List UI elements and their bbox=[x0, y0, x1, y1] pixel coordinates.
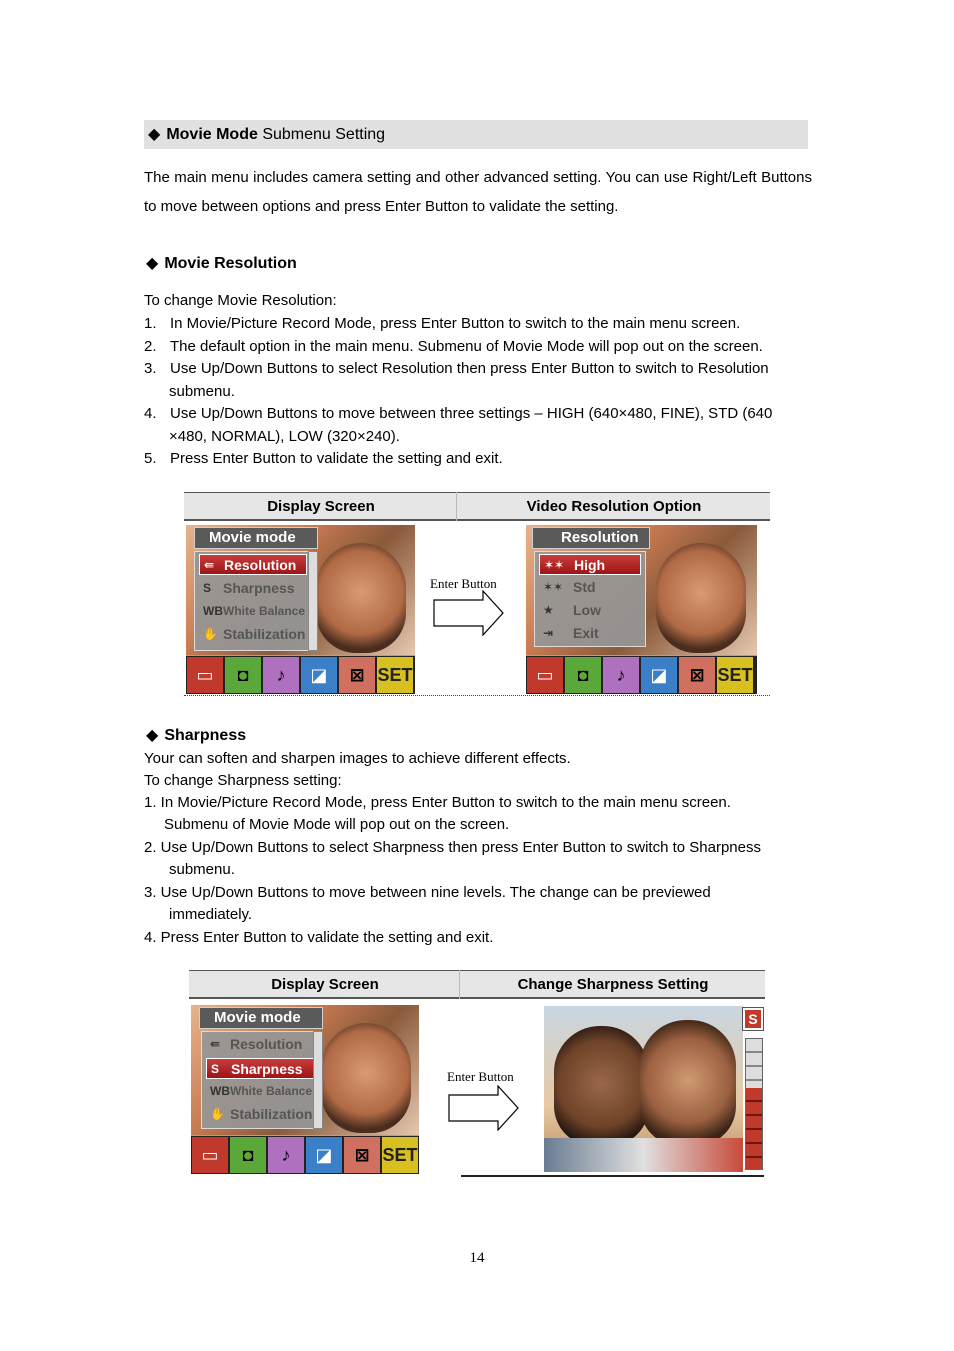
resolution-icon: ⇚ bbox=[210, 1037, 221, 1051]
std-quality-icon: ✶✶ bbox=[543, 580, 564, 594]
menu-item-sharpness[interactable]: S Sharpness bbox=[199, 578, 307, 599]
microphone-icon[interactable]: ♪ bbox=[602, 656, 640, 694]
menu-panel bbox=[201, 1031, 319, 1129]
microphone-icon[interactable]: ♪ bbox=[262, 656, 300, 694]
effect-icon[interactable]: ⊠ bbox=[678, 656, 716, 694]
movie-resolution-heading: ◆ Movie Resolution bbox=[146, 255, 297, 272]
resolution-step-3-cont: submenu. bbox=[169, 383, 235, 400]
diamond-bullet-icon: ◆ bbox=[148, 126, 161, 143]
sharpness-preview-photo bbox=[544, 1006, 743, 1172]
microphone-icon[interactable]: ♪ bbox=[267, 1136, 305, 1174]
sharpness-line-1: Your can soften and sharpen images to achieve different effects. bbox=[144, 750, 571, 767]
submenu-panel bbox=[534, 551, 646, 647]
right-arrow-icon bbox=[448, 1085, 520, 1131]
exposure-icon[interactable]: ◪ bbox=[640, 656, 678, 694]
sharpness-icon: S bbox=[203, 581, 212, 595]
col-video-resolution-option: Video Resolution Option bbox=[526, 498, 702, 515]
sharpness-step-1-cont: Submenu of Movie Mode will pop out on the screen. bbox=[164, 816, 510, 833]
resolution-screen bbox=[526, 525, 757, 694]
exposure-icon[interactable]: ◪ bbox=[305, 1136, 343, 1174]
sharpness-line-2: To change Sharpness setting: bbox=[144, 772, 342, 789]
sharpness-step-2-cont: submenu. bbox=[169, 861, 235, 878]
movie-mode-icon[interactable]: ▭ bbox=[191, 1136, 229, 1174]
effect-icon[interactable]: ⊠ bbox=[338, 656, 376, 694]
page-number: 14 bbox=[469, 1250, 485, 1266]
col-display-screen: Display Screen bbox=[267, 498, 375, 515]
camera-icon[interactable]: ◘ bbox=[229, 1136, 267, 1174]
diamond-bullet-icon: ◆ bbox=[146, 727, 159, 744]
menu-item-stabilization[interactable]: ✋ Stabilization bbox=[206, 1104, 314, 1125]
menu-scrollbar[interactable] bbox=[308, 551, 318, 651]
resolution-table-header bbox=[184, 492, 770, 521]
option-low[interactable]: ★ Low bbox=[539, 600, 641, 621]
resolution-step-1: 1. In Movie/Picture Record Mode, press Enter Button to switch to the main menu screen. bbox=[144, 315, 741, 332]
menu-scrollbar[interactable] bbox=[313, 1031, 323, 1129]
movie-mode-icon[interactable]: ▭ bbox=[526, 656, 564, 694]
resolution-icon: ⇚ bbox=[204, 558, 215, 572]
menu-item-white-balance[interactable]: WB White Balance bbox=[199, 601, 307, 622]
diamond-bullet-icon: ◆ bbox=[146, 255, 159, 272]
option-exit[interactable]: ⇥ Exit bbox=[539, 623, 641, 644]
mode-icon-bar bbox=[191, 1136, 419, 1174]
resolution-step-4: 4. Use Up/Down Buttons to move between three settings – HIGH (640×480, FINE), STD (640 bbox=[144, 405, 773, 422]
movie-mode-icon[interactable]: ▭ bbox=[186, 656, 224, 694]
enter-button-label: Enter Button bbox=[430, 576, 497, 591]
menu-panel bbox=[194, 551, 312, 651]
option-high[interactable]: ✶✶ High bbox=[539, 554, 641, 575]
menu-item-resolution[interactable]: ⇚ Resolution bbox=[199, 554, 307, 575]
sharpness-table-header bbox=[189, 970, 765, 999]
sharpness-step-3-cont: immediately. bbox=[169, 906, 253, 923]
menu-item-white-balance[interactable]: WB White Balance bbox=[206, 1081, 314, 1102]
sharpness-step-2: 2. Use Up/Down Buttons to select Sharpness then press Enter Button to switch to Sharpness bbox=[144, 839, 761, 856]
menu-item-sharpness[interactable]: S Sharpness bbox=[206, 1058, 314, 1079]
white-balance-icon: WB bbox=[210, 1084, 230, 1098]
resolution-step-2: 2. The default option in the main menu. Submenu of Movie Mode will pop out on the screen. bbox=[144, 338, 763, 355]
resolution-step-4-cont: ×480, NORMAL), LOW (320×240). bbox=[169, 428, 400, 445]
low-quality-icon: ★ bbox=[543, 603, 554, 617]
col-change-sharpness-setting: Change Sharpness Setting bbox=[517, 976, 709, 993]
enter-button-label: Enter Button bbox=[447, 1069, 514, 1084]
sharpness-icon: S bbox=[211, 1062, 220, 1076]
sharpness-level-fill bbox=[746, 1088, 762, 1169]
submenu-title: Resolution bbox=[532, 527, 650, 549]
sharpness-badge: S bbox=[743, 1008, 763, 1030]
menu-item-stabilization[interactable]: ✋ Stabilization bbox=[199, 624, 307, 645]
stabilization-icon: ✋ bbox=[210, 1107, 225, 1121]
sharpness-heading: ◆ Sharpness bbox=[146, 727, 247, 744]
intro-paragraph: The main menu includes camera setting and other advanced setting. You can use Right/Left Buttons to move between options and press Enter Button to validate the setting. bbox=[144, 169, 812, 215]
mode-icon-bar bbox=[526, 656, 757, 694]
sharpness-select-screen bbox=[191, 1005, 419, 1174]
menu-item-resolution[interactable]: ⇚ Resolution bbox=[206, 1034, 314, 1055]
resolution-step-5: 5. Press Enter Button to validate the setting and exit. bbox=[144, 450, 503, 467]
settings-set-icon[interactable]: SET bbox=[716, 656, 754, 694]
section-title: ◆ Movie Mode Submenu Setting bbox=[148, 126, 386, 143]
menu-title: Movie mode bbox=[194, 527, 318, 549]
option-std[interactable]: ✶✶ Std bbox=[539, 577, 641, 598]
high-quality-icon: ✶✶ bbox=[544, 558, 565, 572]
col-display-screen: Display Screen bbox=[271, 976, 379, 993]
camera-icon[interactable]: ◘ bbox=[224, 656, 262, 694]
stabilization-icon: ✋ bbox=[203, 627, 218, 641]
sharpness-step-1: 1. In Movie/Picture Record Mode, press Enter Button to switch to the main menu screen. bbox=[144, 794, 731, 811]
exit-icon: ⇥ bbox=[543, 626, 554, 640]
menu-title: Movie mode bbox=[199, 1007, 323, 1029]
sharpness-level-slider[interactable] bbox=[745, 1038, 763, 1170]
sharpness-step-4: 4. Press Enter Button to validate the setting and exit. bbox=[144, 929, 494, 946]
exposure-icon[interactable]: ◪ bbox=[300, 656, 338, 694]
camera-icon[interactable]: ◘ bbox=[564, 656, 602, 694]
resolution-lead: To change Movie Resolution: bbox=[144, 292, 337, 309]
movie-mode-screen bbox=[186, 525, 415, 694]
mode-icon-bar bbox=[186, 656, 415, 694]
resolution-step-3: 3. Use Up/Down Buttons to select Resolution then press Enter Button to switch to Resolution bbox=[144, 360, 769, 377]
effect-icon[interactable]: ⊠ bbox=[343, 1136, 381, 1174]
settings-set-icon[interactable]: SET bbox=[376, 656, 414, 694]
right-arrow-icon bbox=[433, 590, 505, 636]
settings-set-icon[interactable]: SET bbox=[381, 1136, 419, 1174]
white-balance-icon: WB bbox=[203, 604, 223, 618]
sharpness-step-3: 3. Use Up/Down Buttons to move between nine levels. The change can be previewed bbox=[144, 884, 711, 901]
